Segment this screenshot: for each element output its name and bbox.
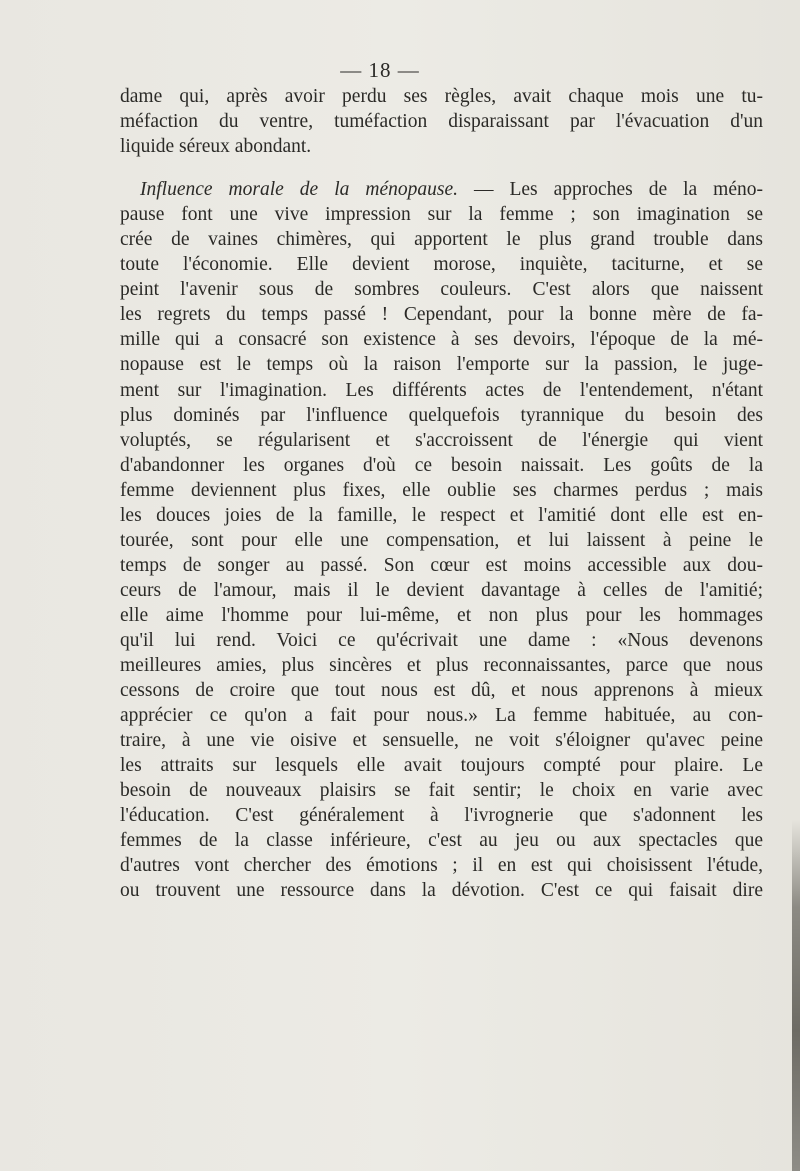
- text-line: méfaction du ventre, tuméfaction disparaissant par l'évacuation d'un: [120, 111, 763, 133]
- text-line: femme deviennent plus fixes, elle oublie ses charmes perdus ; mais: [120, 479, 763, 501]
- text-line: femmes de la classe inférieure, c'est au jeu ou aux spectacles que: [120, 830, 763, 852]
- text-line: toute l'économie. Elle devient morose, inquiète, taciturne, et se: [120, 254, 763, 276]
- text-line: apprécier ce qu'on a fait pour nous.» La femme habituée, au con-: [120, 705, 763, 727]
- text-line: ment sur l'imagination. Les différents actes de l'entendement, n'étant: [120, 379, 763, 401]
- text-line: d'abandonner les organes d'où ce besoin naissait. Les goûts de la: [120, 454, 763, 476]
- text-line: plus dominés par l'influence quelquefois tyrannique du besoin des: [120, 404, 763, 426]
- text-line: cessons de croire que tout nous est dû, et nous apprenons à mieux: [120, 680, 763, 702]
- section-first-line: [120, 177, 763, 202]
- text-line: besoin de nouveaux plaisirs se fait sentir; le choix en varie avec: [120, 780, 763, 802]
- page-number: — 18 —: [340, 58, 420, 82]
- text-line: traire, à une vie oisive et sensuelle, ne voit s'éloigner qu'avec peine: [120, 730, 763, 752]
- text-line: mille qui a consacré son existence à ses devoirs, l'époque de la mé-: [120, 329, 763, 351]
- text-line: les regrets du temps passé ! Cependant, pour la bonne mère de fa-: [120, 304, 763, 326]
- text-line: qu'il lui rend. Voici ce qu'écrivait une dame : «Nous devenons: [120, 629, 763, 651]
- text-line: d'autres vont chercher des émotions ; il en est qui choisissent l'étude,: [120, 855, 763, 877]
- section-heading: Influence morale de la ménopause.: [140, 179, 458, 201]
- text-line: pause font une vive impression sur la femme ; son imagination se: [120, 204, 763, 226]
- text-line: les attraits sur lesquels elle avait toujours compté pour plaire. Le: [120, 755, 763, 777]
- text-line: elle aime l'homme pour lui-même, et non plus pour les hommages: [120, 604, 763, 626]
- text-line: tourée, sont pour elle une compensation, et lui laissent à peine le: [120, 529, 763, 551]
- text-line: liquide séreux abondant.: [120, 136, 312, 158]
- text-line: dame qui, après avoir perdu ses règles, avait chaque mois une tu-: [120, 86, 763, 107]
- body-text: [120, 84, 763, 904]
- text-fragment: — Les approches de la méno-: [457, 179, 763, 201]
- text-line: meilleures amies, plus sincères et plus reconnaissantes, parce que nous: [120, 655, 763, 677]
- text-line: voluptés, se régularisent et s'accroissent de l'énergie qui vient: [120, 429, 763, 451]
- text-line: crée de vaines chimères, qui apportent le plus grand trouble dans: [120, 229, 763, 251]
- text-line: les douces joies de la famille, le respect et l'amitié dont elle est en-: [120, 504, 763, 526]
- text-line: temps de songer au passé. Son cœur est moins accessible aux dou-: [120, 554, 763, 576]
- text-line: l'éducation. C'est généralement à l'ivrognerie que s'adonnent les: [120, 805, 763, 827]
- text-line: nopause est le temps où la raison l'emporte sur la passion, le juge-: [120, 354, 763, 376]
- text-line: ou trouvent une ressource dans la dévotion. C'est ce qui faisait dire: [120, 880, 763, 902]
- text-line: peint l'avenir sous de sombres couleurs. C'est alors que naissent: [120, 279, 763, 301]
- text-line: ceurs de l'amour, mais il le devient davantage à celles de l'amitié;: [120, 579, 763, 601]
- page-edge-shadow: [792, 820, 800, 1171]
